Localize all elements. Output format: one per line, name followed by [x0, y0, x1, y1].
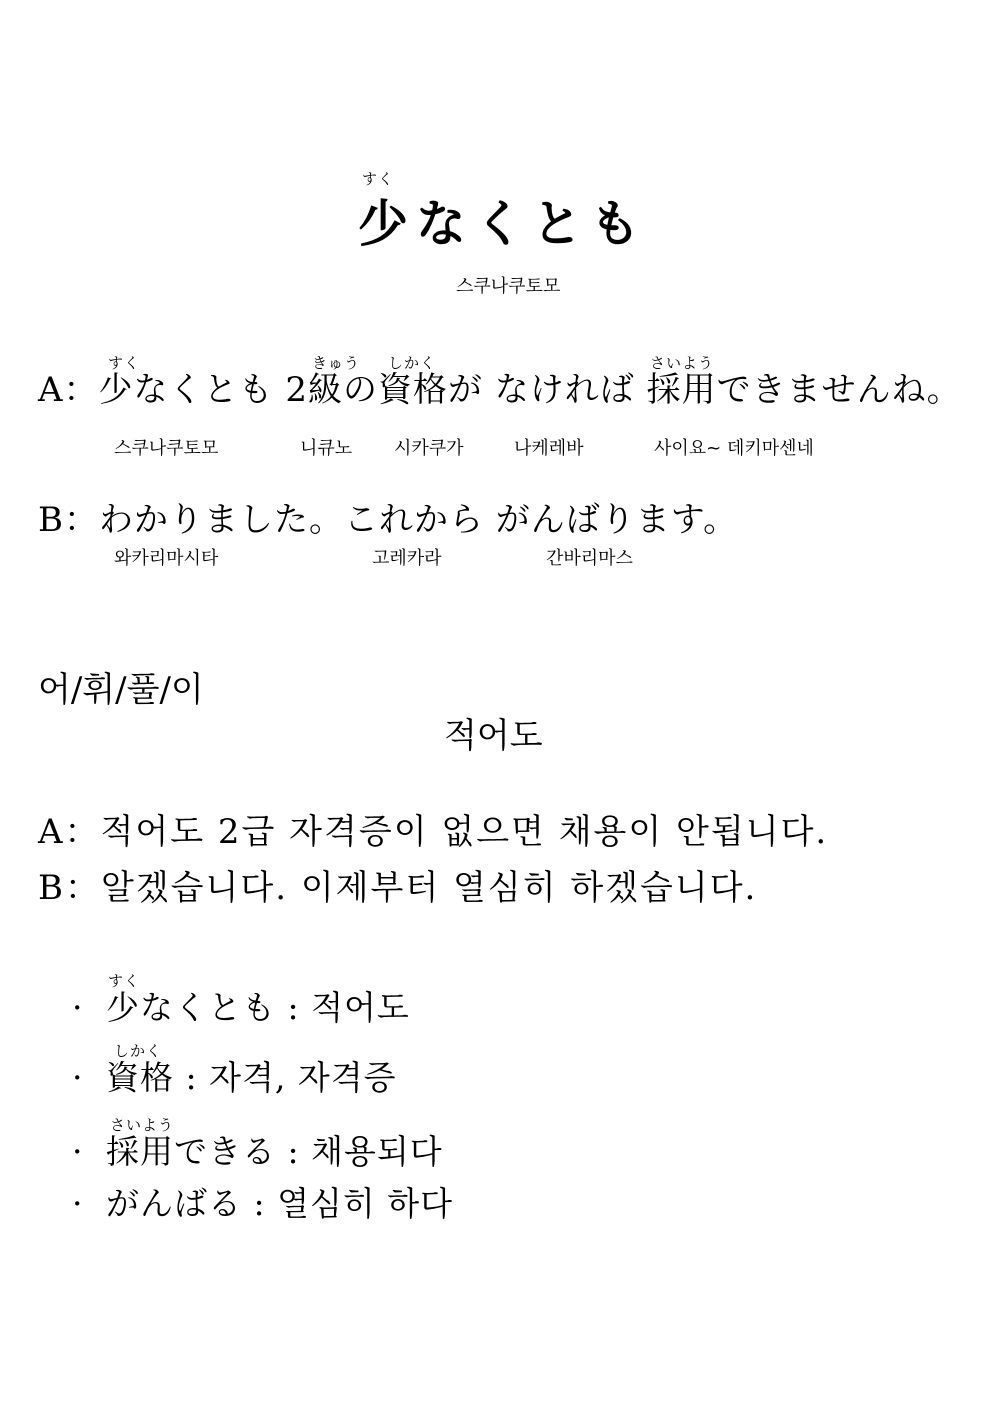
dialogue-b-pron-2: 고레카라 — [372, 548, 442, 569]
vocab-heading: 어/휘/풀/이 — [38, 670, 204, 710]
furigana-shikaku: しかく — [388, 354, 437, 372]
title-pronunciation: 스쿠나쿠토모 — [456, 276, 561, 297]
vocab-3-bullet: · — [72, 1132, 84, 1171]
title-furigana: すく — [362, 170, 395, 188]
dialogue-a-pron-3: 시카쿠가 — [394, 438, 464, 459]
vocab-1: 少なくとも : 적어도 — [106, 988, 410, 1027]
vocab-1-bullet: · — [72, 988, 84, 1027]
furigana-saiyou: さいよう — [650, 354, 715, 372]
vocab-2-bullet: · — [72, 1058, 84, 1097]
dialogue-a-pron-5: 사이요~ 데키마센네 — [654, 438, 814, 459]
dialogue-a-korean: A：적어도 2급 자격증이 없으면 채용이 안됩니다. — [38, 812, 829, 852]
vocab-4-bullet: · — [72, 1184, 84, 1223]
page-title: 少なくとも — [358, 194, 648, 253]
dialogue-b-japanese: B：わかりました。これから がんばります。 — [38, 500, 739, 540]
vocab-2-furigana: しかく — [114, 1042, 163, 1060]
furigana-kyuu: きゅう — [312, 354, 361, 372]
dialogue-b-pron-1: 와카리마시타 — [114, 548, 219, 569]
dialogue-a-japanese: A：少なくとも 2級の資格が なければ 採用できませんね。 — [38, 370, 962, 410]
dialogue-b-korean: B：알겠습니다. 이제부터 열심히 하겠습니다. — [38, 868, 758, 908]
dialogue-a-pron-2: 니큐노 — [300, 438, 353, 459]
vocab-1-furigana: すく — [108, 972, 141, 990]
dialogue-b-pron-3: 간바리마스 — [546, 548, 633, 569]
dialogue-a-pron-1: 스쿠나쿠토모 — [114, 438, 219, 459]
vocab-4: がんばる : 열심히 하다 — [106, 1184, 453, 1223]
vocab-3-furigana: さいよう — [110, 1116, 175, 1134]
vocab-2: 資格 : 자격, 자격증 — [106, 1058, 397, 1097]
dialogue-a-pron-4: 나케레바 — [514, 438, 584, 459]
translation-title: 적어도 — [444, 716, 543, 756]
vocab-3: 採用できる : 채용되다 — [106, 1132, 443, 1171]
furigana-suku: すく — [108, 354, 141, 372]
